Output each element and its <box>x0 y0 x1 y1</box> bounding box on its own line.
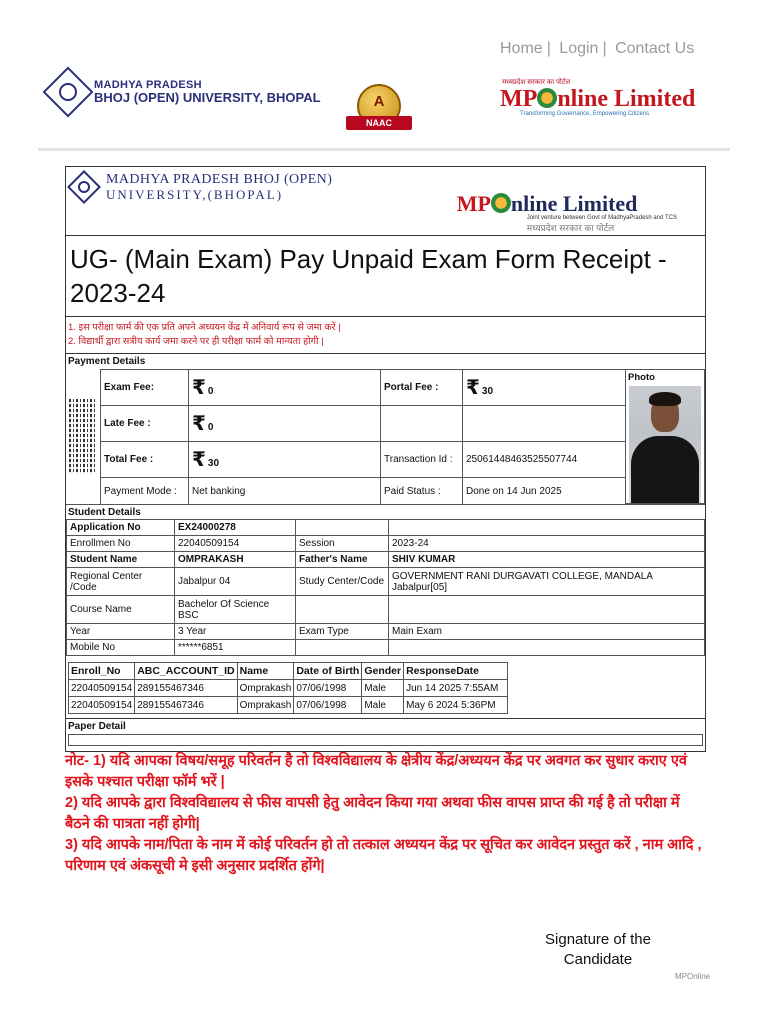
receipt-university-line2: UNIVERSITY,(BHOPAL) <box>106 186 284 202</box>
session-label: Session <box>296 536 389 552</box>
rupee-icon: ₹ <box>192 449 206 471</box>
table-cell: 289155467346 <box>135 680 237 697</box>
receipt-title: UG- (Main Exam) Pay Unpaid Exam Form Receipt - 2023-24 <box>66 235 705 317</box>
column-header: Enroll_No <box>69 663 135 680</box>
rupee-icon: ₹ <box>466 377 480 399</box>
receipt-university-logo <box>72 173 332 201</box>
student-details-heading: Student Details <box>66 504 705 519</box>
payment-mode-value: Net banking <box>189 478 381 505</box>
table-row <box>69 697 508 714</box>
photo-box <box>625 369 705 504</box>
university-name-line1: MADHYA PRADESH <box>94 78 202 91</box>
year-value: 3 Year <box>175 624 296 640</box>
university-emblem-icon <box>43 67 94 118</box>
regional-center-label: Regional Center /Code <box>67 568 175 596</box>
study-center-value: GOVERNMENT RANI DURGAVATI COLLEGE, MANDALA Jabalpur[05] <box>389 568 705 596</box>
mponline-o-icon <box>537 88 557 108</box>
table-cell: 07/06/1998 <box>294 680 362 697</box>
regional-center-value: Jabalpur 04 <box>175 568 296 596</box>
mponline-hindi: मध्यप्रदेश सरकार का पोर्टल <box>526 223 615 233</box>
paper-detail-table <box>68 734 703 746</box>
course-name-label: Course Name <box>67 596 175 624</box>
enrollment-no-value: 22040509154 <box>175 536 296 552</box>
mponline-tagline: Transforming Governance, Empowering Citizens <box>520 111 650 117</box>
table-cell: Omprakash <box>237 680 294 697</box>
home-link[interactable]: Home <box>500 40 543 57</box>
table-cell: 289155467346 <box>135 697 237 714</box>
application-no-label: Application No <box>67 520 175 536</box>
student-name-label: Student Name <box>67 552 175 568</box>
column-header: Date of Birth <box>294 663 362 680</box>
column-header: ResponseDate <box>404 663 508 680</box>
rupee-icon: ₹ <box>192 377 206 399</box>
candidate-signature-label: Signature of the Candidate <box>545 931 651 968</box>
column-header: ABC_ACCOUNT_ID <box>135 663 237 680</box>
top-nav <box>500 40 694 58</box>
mponline-subtitle: Joint venture between Govt of MadhyaPradesh and TCS <box>526 215 677 221</box>
table-cell: Male <box>362 697 404 714</box>
enrollment-history-table <box>68 662 508 714</box>
qr-code-icon <box>69 399 97 474</box>
exam-type-value: Main Exam <box>389 624 705 640</box>
student-name-value: OMPRAKASH <box>175 552 296 568</box>
paid-status-value: Done on 14 Jun 2025 <box>463 478 626 505</box>
login-link[interactable]: Login <box>559 40 599 57</box>
total-fee-label: Total Fee : <box>101 442 189 478</box>
session-value: 2023-24 <box>389 536 705 552</box>
receipt-header <box>66 167 705 235</box>
portal-fee-value: ₹ 30 <box>463 370 626 406</box>
exam-form-receipt <box>65 166 706 752</box>
student-details-table <box>66 519 705 656</box>
naac-badge-icon <box>346 84 412 130</box>
father-name-label: Father's Name <box>296 552 389 568</box>
table-cell: 22040509154 <box>69 680 135 697</box>
transaction-id-value: 250614484635255077​44 <box>463 442 626 478</box>
table-cell: 07/06/1998 <box>294 697 362 714</box>
note-item: नोट- 1) यदि आपका विषय/समूह परिवर्तन है तो विश्वविद्यालय के क्षेत्रीय केंद्र/अध्ययन केंद्र पर अवगत कर सुधार कराए एवं इसके पश्चात परीक्षा फॉर्म भरें | <box>65 753 687 790</box>
exam-fee-value: ₹ 0 <box>189 370 381 406</box>
payment-details <box>66 369 705 504</box>
father-name-value: SHIV KUMAR <box>389 552 705 568</box>
column-header: Gender <box>362 663 404 680</box>
naac-grade: A <box>373 93 385 110</box>
mponline-hindi-tag: मध्यप्रदेश सरकार का पोर्टल <box>502 79 571 86</box>
portal-fee-label: Portal Fee : <box>381 370 463 406</box>
header-divider <box>38 148 730 151</box>
mobile-no-value: ******6851 <box>175 640 296 656</box>
nav-separator: | <box>546 40 551 57</box>
important-note <box>65 751 705 877</box>
university-emblem-icon <box>67 170 101 204</box>
photo-label: Photo <box>628 372 655 383</box>
instruction-item: 1. इस परीक्षा फार्म की एक प्रति अपने अध्ययन केंद्र में अनिवार्य रूप से जमा करें | <box>68 322 341 333</box>
course-name-value: Bachelor Of Science BSC <box>175 596 296 624</box>
mponline-o-icon <box>491 193 511 213</box>
study-center-label: Study Center/Code <box>296 568 389 596</box>
footer-watermark: MPOnline <box>675 972 711 981</box>
paid-status-label: Paid Status : <box>381 478 463 505</box>
university-name-line2: BHOJ (OPEN) UNIVERSITY, BHOPAL <box>94 89 321 105</box>
paper-detail-section <box>66 718 705 746</box>
table-cell: Male <box>362 680 404 697</box>
receipt-university-line1: MADHYA PRADESH BHOJ (OPEN) <box>106 172 333 187</box>
mponline-logo: मध्यप्रदेश सरकार का पोर्टल MP nline Limited Transforming Governance, Empowering Citizens <box>500 79 696 117</box>
table-cell: Jun 14 2025 7:55AM <box>404 680 508 697</box>
note-item: 3) यदि आपके नाम/पिता के नाम में कोई परिवर्तन हो तो तत्काल अध्ययन केंद्र पर सूचित कर आवेदन प्रस्तुत करें , नाम आदि , परिणाम एवं अंकसूची मे इसी अनुसार प्रदर्शित होंगे| <box>65 837 702 874</box>
mobile-no-label: Mobile No <box>67 640 175 656</box>
transaction-id-label: Transaction Id : <box>381 442 463 478</box>
payment-details-heading: Payment Details <box>68 356 146 367</box>
instructions <box>66 317 705 354</box>
table-cell: May 6 2024 5:36PM <box>404 697 508 714</box>
total-fee-value: ₹ 30 <box>189 442 381 478</box>
table-cell: 22040509154 <box>69 697 135 714</box>
enrollment-no-label: Enrollmen No <box>67 536 175 552</box>
late-fee-label: Late Fee : <box>101 406 189 442</box>
paper-detail-heading: Paper Detail <box>68 721 126 732</box>
receipt-mponline-logo: MP nline Limited Joint venture between Govt of MadhyaPradesh and TCS मध्यप्रदेश सरकार का पोर्टल <box>456 191 677 233</box>
table-row <box>69 680 508 697</box>
table-cell: Omprakash <box>237 697 294 714</box>
application-no-value: EX24000278 <box>175 520 296 536</box>
year-label: Year <box>67 624 175 640</box>
late-fee-value: ₹ 0 <box>189 406 381 442</box>
rupee-icon: ₹ <box>192 413 206 435</box>
exam-fee-label: Exam Fee: <box>101 370 189 406</box>
nav-separator: | <box>602 40 607 57</box>
note-item: 2) यदि आपके द्वारा विश्वविद्यालय से फीस वापसी हेतु आवेदन किया गया अथवा फीस वापस प्राप्त की गई है तो परीक्षा में बैठने की पात्रता नहीं होगी| <box>65 795 680 832</box>
naac-label: NAAC <box>346 116 412 130</box>
contact-us-link[interactable]: Contact Us <box>615 40 695 57</box>
university-logo <box>50 74 321 110</box>
payment-table <box>100 369 626 505</box>
candidate-photo <box>629 386 701 503</box>
payment-mode-label: Payment Mode : <box>101 478 189 505</box>
exam-type-label: Exam Type <box>296 624 389 640</box>
instruction-item: 2. विद्यार्थी द्वारा सत्रीय कार्य जमा करने पर ही परीक्षा फार्म को मान्यता होगी | <box>68 336 324 347</box>
column-header: Name <box>237 663 294 680</box>
